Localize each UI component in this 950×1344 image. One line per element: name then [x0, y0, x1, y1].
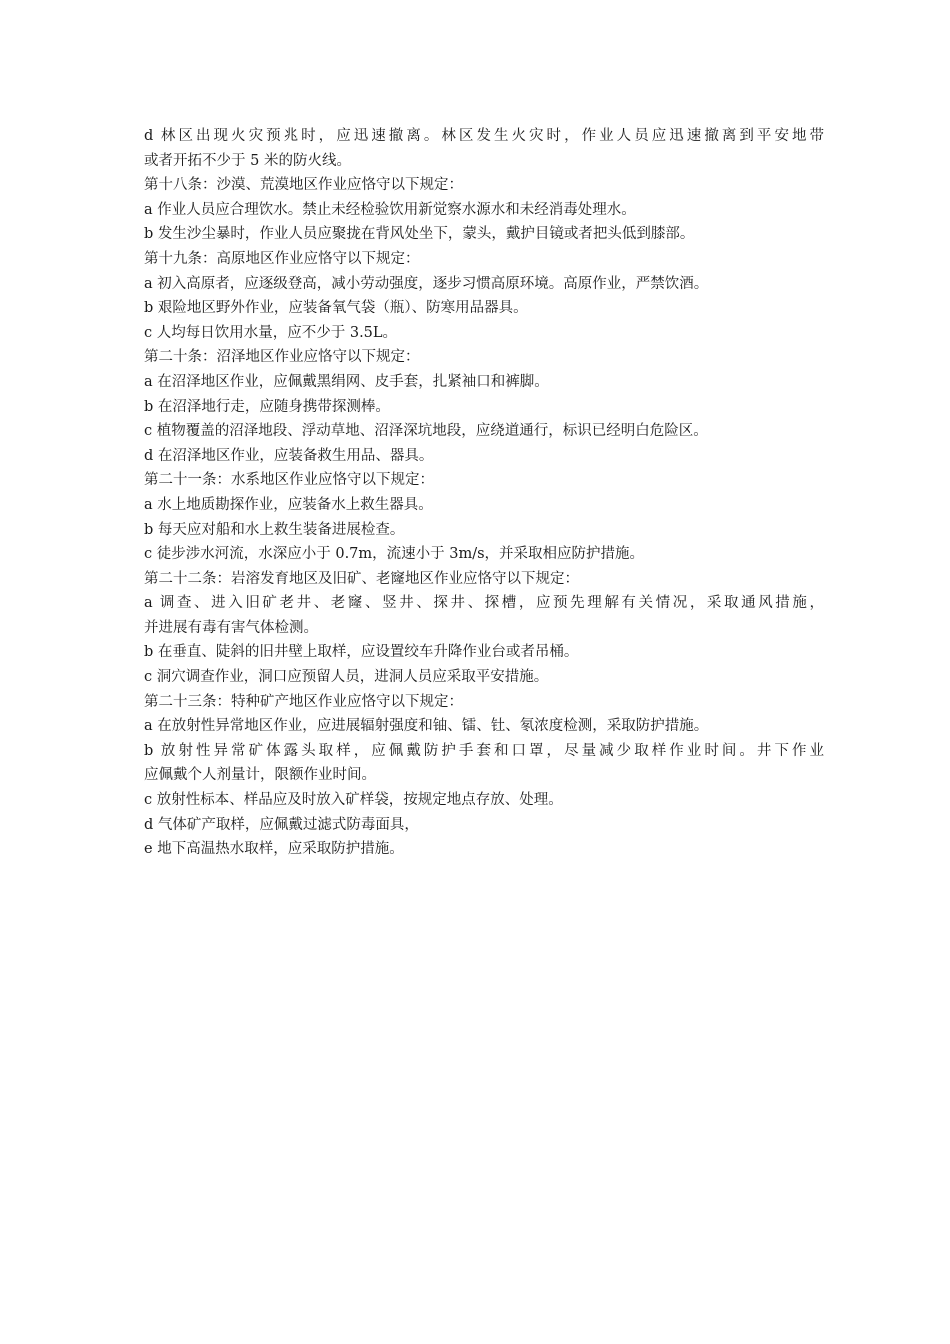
text-line: a 作业人员应合理饮水。禁止未经检验饮用新觉察水源水和未经消毒处理水。 — [144, 201, 636, 218]
text-line: c 放射性标本、样品应及时放入矿样袋，按规定地点存放、处理。 — [144, 792, 563, 809]
text-line: d 林区出现火灾预兆时，应迅速撤离。林区发生火灾时，作业人员应迅速撤离到平安地带 — [144, 128, 824, 144]
text-line: a 初入高原者，应逐级登高，减小劳动强度，逐步习惯高原环境。高原作业，严禁饮酒。 — [144, 275, 709, 292]
section-heading: 第二十条：沼泽地区作业应恪守以下规定： — [144, 349, 420, 366]
text-line: b 每天应对船和水上救生装备进展检查。 — [144, 521, 405, 538]
text-line: a 在沼泽地区作业，应佩戴黑绢网、皮手套，扎紧袖口和裤脚。 — [144, 373, 549, 390]
text-line: 或者开拓不少于 5 米的防火线。 — [144, 152, 351, 169]
text-line: a 在放射性异常地区作业，应进展辐射强度和铀、镭、钍、氡浓度检测，采取防护措施。 — [144, 718, 709, 735]
text-line: b 在垂直、陡斜的旧井壁上取样，应设置绞车升降作业台或者吊桶。 — [144, 644, 579, 661]
text-line: e 地下高温热水取样，应采取防护措施。 — [144, 841, 404, 858]
text-line: d 在沼泽地区作业，应装备救生用品、器具。 — [144, 447, 434, 464]
text-line: c 植物覆盖的沼泽地段、浮动草地、沼泽深坑地段，应绕道通行，标识已经明白危险区。 — [144, 423, 708, 440]
section-heading: 第二十二条：岩溶发育地区及旧矿、老窿地区作业应恪守以下规定： — [144, 570, 579, 587]
text-line: 应佩戴个人剂量计，限额作业时间。 — [144, 767, 376, 784]
text-line: c 徒步涉水河流，水深应小于 0.7m，流速小于 3m/s，并采取相应防护措施。 — [144, 546, 645, 563]
text-line: 并进展有毒有害气体检测。 — [144, 619, 318, 636]
text-line: b 艰险地区野外作业，应装备氧气袋（瓶）、防寒用品器具。 — [144, 300, 528, 317]
text-line: c 人均每日饮用水量，应不少于 3.5L。 — [144, 324, 398, 341]
section-heading: 第二十一条：水系地区作业应恪守以下规定： — [144, 472, 434, 489]
text-line: b 发生沙尘暴时，作业人员应聚拢在背风处坐下，蒙头，戴护目镜或者把头低到膝部。 — [144, 226, 695, 243]
text-line: a 调查、进入旧矿老井、老窿、竖井、探井、探槽，应预先理解有关情况，采取通风措施， — [144, 595, 824, 612]
section-heading: 第十九条：高原地区作业应恪守以下规定： — [144, 250, 420, 267]
text-line: b 放射性异常矿体露头取样，应佩戴防护手套和口罩，尽量减少取样作业时间。井下作业 — [144, 742, 824, 759]
section-heading: 第十八条：沙漠、荒漠地区作业应恪守以下规定： — [144, 177, 463, 194]
text-line: b 在沼泽地行走，应随身携带探测棒。 — [144, 398, 390, 415]
text-line: c 洞穴调查作业，洞口应预留人员，进洞人员应采取平安措施。 — [144, 669, 549, 686]
section-heading: 第二十三条：特种矿产地区作业应恪守以下规定： — [144, 693, 463, 710]
document-body — [144, 124, 824, 862]
text-line: a 水上地质勘探作业，应装备水上救生器具。 — [144, 496, 433, 513]
text-line: d 气体矿产取样，应佩戴过滤式防毒面具， — [144, 816, 419, 833]
